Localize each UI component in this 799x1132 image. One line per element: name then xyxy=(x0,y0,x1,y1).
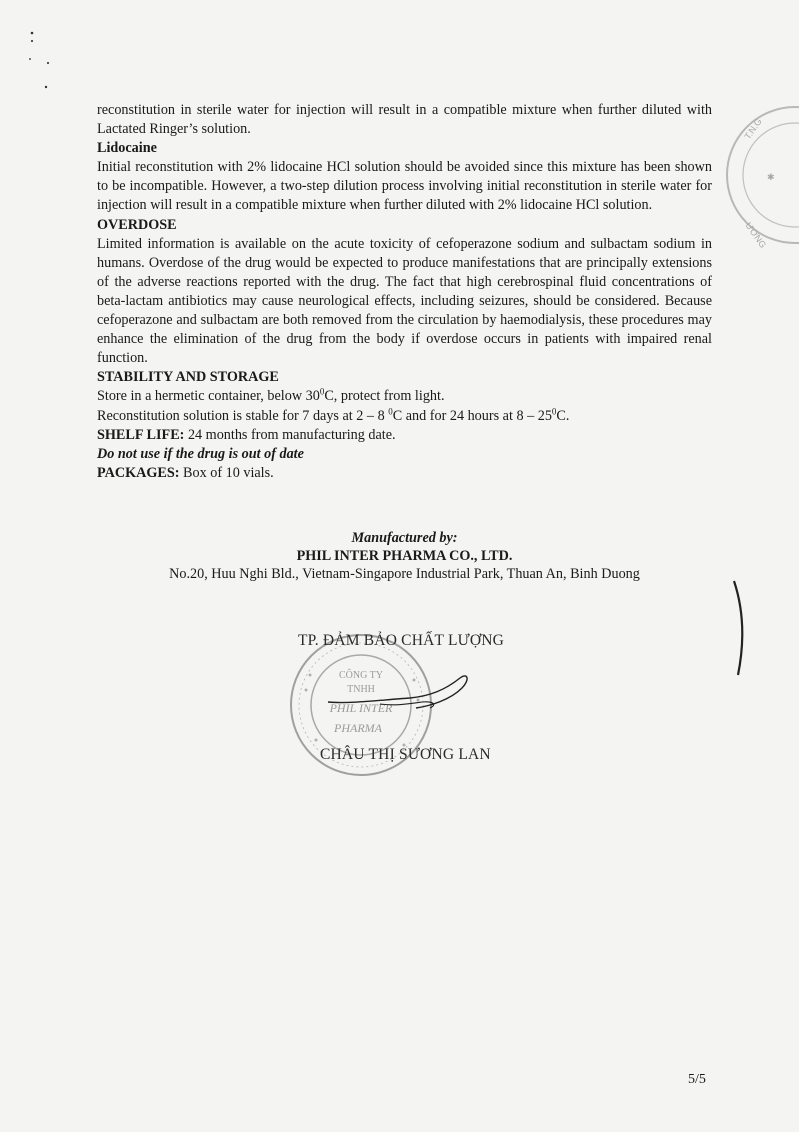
manufacturer-address: No.20, Huu Nghi Bld., Vietnam-Singapore Industrial Park, Thuan An, Binh Duong xyxy=(169,566,640,582)
paragraph-ringer-compatibility: reconstitution in sterile water for injection will result in a compatible mixture when further diluted with Lactated Ringer’s solution. xyxy=(97,102,712,138)
expiry-warning: Do not use if the drug is out of date xyxy=(97,445,304,462)
svg-text:✱: ✱ xyxy=(767,172,775,182)
corner-stamp-partial xyxy=(705,100,799,250)
svg-text:PHARMA: PHARMA xyxy=(334,721,382,735)
packages xyxy=(97,464,712,483)
svg-text:ƯƠNG: ƯƠNG xyxy=(743,220,769,250)
manufactured-by-label: Manufactured by: xyxy=(351,530,458,546)
heading-overdose: OVERDOSE xyxy=(97,216,177,233)
manufacturer-block xyxy=(97,529,712,583)
heading-lidocaine: Lidocaine xyxy=(97,140,157,157)
shelf-life xyxy=(97,426,712,445)
svg-text:CÔNG TY: CÔNG TY xyxy=(339,670,383,681)
shelf-life-value: 24 months from manufacturing date. xyxy=(184,426,396,443)
scan-specks xyxy=(20,25,60,105)
heading-stability-storage: STABILITY AND STORAGE xyxy=(97,369,279,386)
page-number: 5/5 xyxy=(688,1072,706,1087)
packages-value: Box of 10 vials. xyxy=(179,464,274,481)
svg-text:PHIL INTER: PHIL INTER xyxy=(329,701,393,715)
svg-text:T.N.G: T.N.G xyxy=(742,116,764,142)
margin-pen-mark xyxy=(720,575,760,685)
packages-label: PACKAGES: xyxy=(97,464,180,481)
paragraph-overdose: Limited information is available on the acute toxicity of cefoperazone sodium and sulbactam sodium in humans. Overdose of the drug would be expected to produce manifestations that are principally extensions of the adverse reactions reported with the drug. The fact that high cerebrospinal fluid concentrations of beta-lactam antibiotics may cause neurological effects, including seizures, should be considered. Because cefoperazone and sulbactam are both removed from the circulation by haemodialysis, these procedures may enhance the elimination of the drug from the body if overdose occurs in patients with impaired renal function. xyxy=(97,235,712,367)
body-text xyxy=(97,101,712,483)
manufacturer-name: PHIL INTER PHARMA CO., LTD. xyxy=(296,548,513,564)
shelf-life-label: SHELF LIFE: xyxy=(97,426,185,443)
signatory-title: TP. ĐẢM BẢO CHẤT LƯỢNG xyxy=(298,632,505,649)
storage-line-2: Reconstitution solution is stable for 7 days at 2 – 8 $^0$C and for 24 hours at $8 - 25^0C$. xyxy=(97,405,570,424)
svg-text:TNHH: TNHH xyxy=(347,684,375,695)
storage-line-1: Store in a hermetic container, below $30^0C$, protect from light. xyxy=(97,386,445,405)
signatory-name: CHÂU THỊ SƯƠNG LAN xyxy=(320,746,491,763)
paragraph-lidocaine: Initial reconstitution with 2% lidocaine HCl solution should be avoided since this mixture has been shown to be incompatible. However, a two-step dilution process involving initial reconstitution in sterile water for injection will result in a compatible mixture when further diluted with 2% lidocaine HCl solution. xyxy=(97,159,712,214)
handwritten-signature xyxy=(320,660,500,730)
